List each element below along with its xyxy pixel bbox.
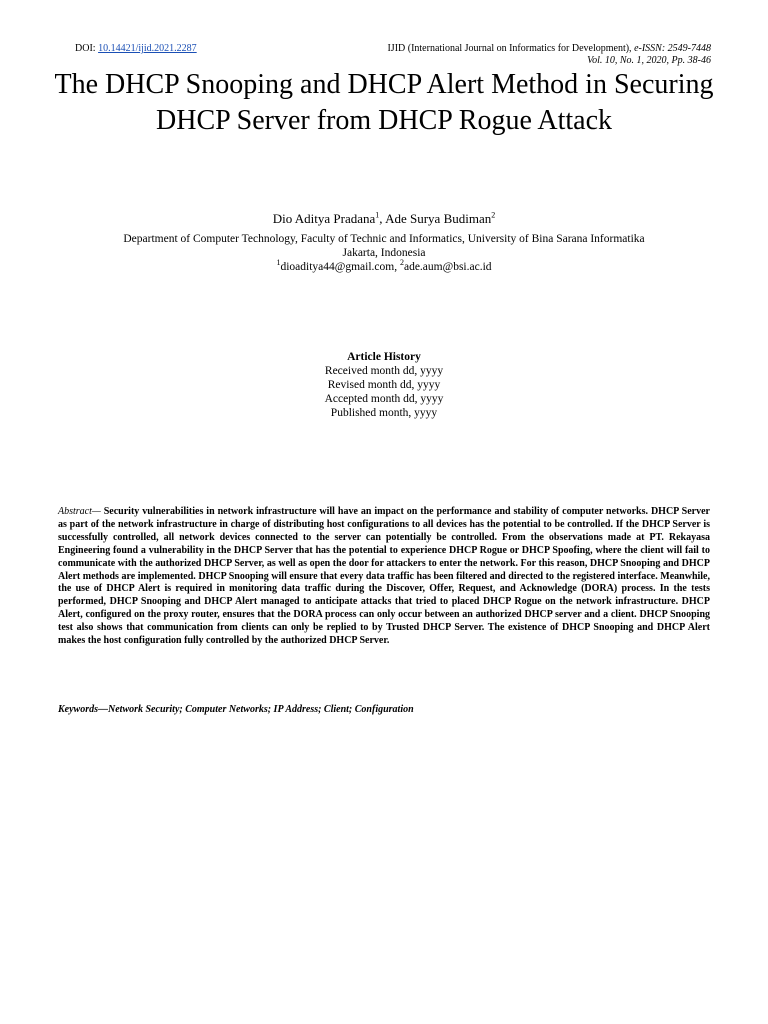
doi-label: DOI: [75, 43, 99, 54]
history-received: Received month dd, yyyy [324, 365, 444, 377]
keywords-lead: Keywords— [58, 704, 108, 715]
email-2-sup: 2 [399, 258, 404, 268]
email-1-sup: 1 [276, 258, 281, 268]
abstract-text: Security vulnerabilities in network infrastructure will have an impact on the performance and stability of computer networks. DHCP Server as part of the network infrastructure in charge of distributing host configurations to all devices has the potential to be controlled. If the DHCP Server is successfully controlled, all network devices connected to the server can potentially be controlled. From the observations made at PT. Rekayasa Engineering found a vulnerability in the DHCP Server that has the potential to experience DHCP Rogue or DHCP Spoofing, where the client will fail to communicate with the authorized DHCP Server, as well as open the door for attackers to enter the network. For this reason, DHCP Snooping and DHCP Alert methods are implemented. DHCP Snooping will ensure that every data traffic has been filtered and directed to the registered interface. Meanwhile, the use of DHCP Alert is required in monitoring data traffic during the Discover, Offer, Request, and Acknowledge (DORA) process. In the tests performed, DHCP Snooping and DHCP Alert managed to anticipate attacks that tried to placed DHCP Rogue on the network infrastructure. DHCP Alert, configured on the proxy router, ensures that the DORA process can only occur between an authorized DHCP server and a client. DHCP Snooping test also shows that communication from clients can only be replied to by Trusted DHCP Server. The existence of DHCP Snooping and DHCP Alert makes the host configuration fully controlled by the authorized DHCP Server. [58, 506, 710, 647]
history-revised: Revised month dd, yyyy [327, 379, 441, 391]
keywords [58, 704, 710, 716]
author-2: Ade Surya Budiman [385, 211, 492, 226]
abstract-lead: Abstract— [58, 506, 101, 517]
paper-title: The DHCP Snooping and DHCP Alert Method in Securing DHCP Server from DHCP Rogue Attack [54, 69, 714, 136]
journal-line [291, 43, 711, 55]
author-2-sup: 2 [491, 210, 496, 220]
author-1: Dio Aditya Pradana [272, 211, 376, 226]
doi-link[interactable]: 10.14421/ijid.2021.2287 [98, 43, 197, 54]
author-separator: , [379, 211, 386, 226]
doi-line [75, 43, 197, 55]
history-title: Article History [347, 351, 421, 363]
author-list [0, 211, 768, 227]
issn: e-ISSN: 2549-7448 [634, 43, 711, 54]
article-history [0, 350, 768, 420]
journal-name: IJID (International Journal on Informatics for Development), [387, 43, 635, 54]
keywords-text: Network Security; Computer Networks; IP Address; Client; Configuration [108, 704, 414, 715]
history-accepted: Accepted month dd, yyyy [324, 393, 444, 405]
author-emails [60, 260, 708, 274]
affiliation-city: Jakarta, Indonesia [342, 247, 426, 259]
history-published: Published month, yyyy [330, 407, 438, 419]
affiliation [60, 232, 708, 274]
email-2: ade.aum@bsi.ac.id [403, 261, 492, 273]
author-1-sup: 1 [375, 210, 380, 220]
journal-header [291, 43, 711, 67]
email-1: dioaditya44@gmail.com, [280, 261, 400, 273]
affiliation-dept: Department of Computer Technology, Faculty of Technic and Informatics, University of Bina Sarana Informatika [123, 233, 645, 245]
volume-info: Vol. 10, No. 1, 2020, Pp. 38-46 [587, 55, 711, 66]
abstract [58, 506, 710, 648]
